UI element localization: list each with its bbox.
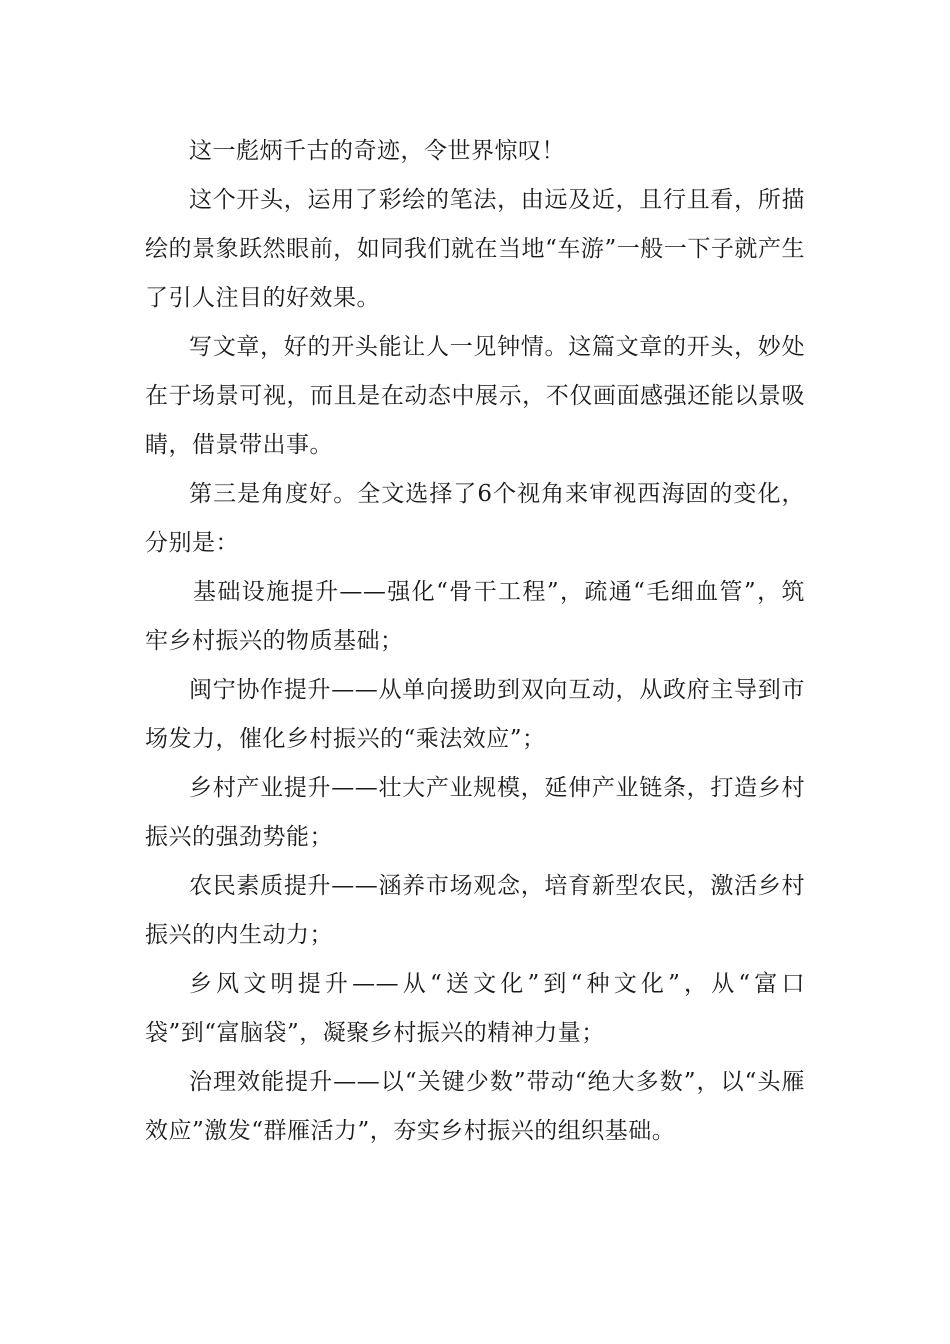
paragraph-good-opening: 写文章，好的开头能让人一见钟情。这篇文章的开头，妙处在于场景可视，而且是在动态中展示，不仅画面感强还能以景吸睛，借景带出事。 [145, 334, 805, 458]
paragraph-rural-civility: 乡风文明提升——从“送文化”到“种文化”，从“富口袋”到“富脑袋”，凝聚乡村振兴的精神力量； [145, 971, 805, 1046]
paragraph-rural-industry: 乡村产业提升——壮大产业规模，延伸产业链条，打造乡村振兴的强劲势能； [145, 775, 805, 850]
paragraph-third-point-angle: 第三是角度好。全文选择了6个视角来审视西海固的变化，分别是： [145, 481, 805, 556]
paragraph-opening-analysis: 这个开头，运用了彩绘的笔法，由远及近，且行且看，所描绘的景象跃然眼前，如同我们就在当地“车游”一般一下子就产生了引人注目的好效果。 [145, 187, 805, 311]
paragraph-infrastructure: 基础设施提升——强化“骨干工程”，疏通“毛细血管”，筑牢乡村振兴的物质基础； [145, 579, 805, 654]
paragraph-farmer-quality: 农民素质提升——涵养市场观念，培育新型农民，激活乡村振兴的内生动力； [145, 873, 805, 948]
paragraph-closing-exclamation: 这一彪炳千古的奇迹，令世界惊叹！ [189, 138, 565, 164]
document-body [145, 127, 805, 1156]
paragraph-minning-cooperation: 闽宁协作提升——从单向援助到双向互动，从政府主导到市场发力，催化乡村振兴的“乘法效应”； [145, 677, 805, 752]
paragraph-governance: 治理效能提升——以“关键少数”带动“绝大多数”，以“头雁效应”激发“群雁活力”，夯实乡村振兴的组织基础。 [145, 1069, 805, 1144]
